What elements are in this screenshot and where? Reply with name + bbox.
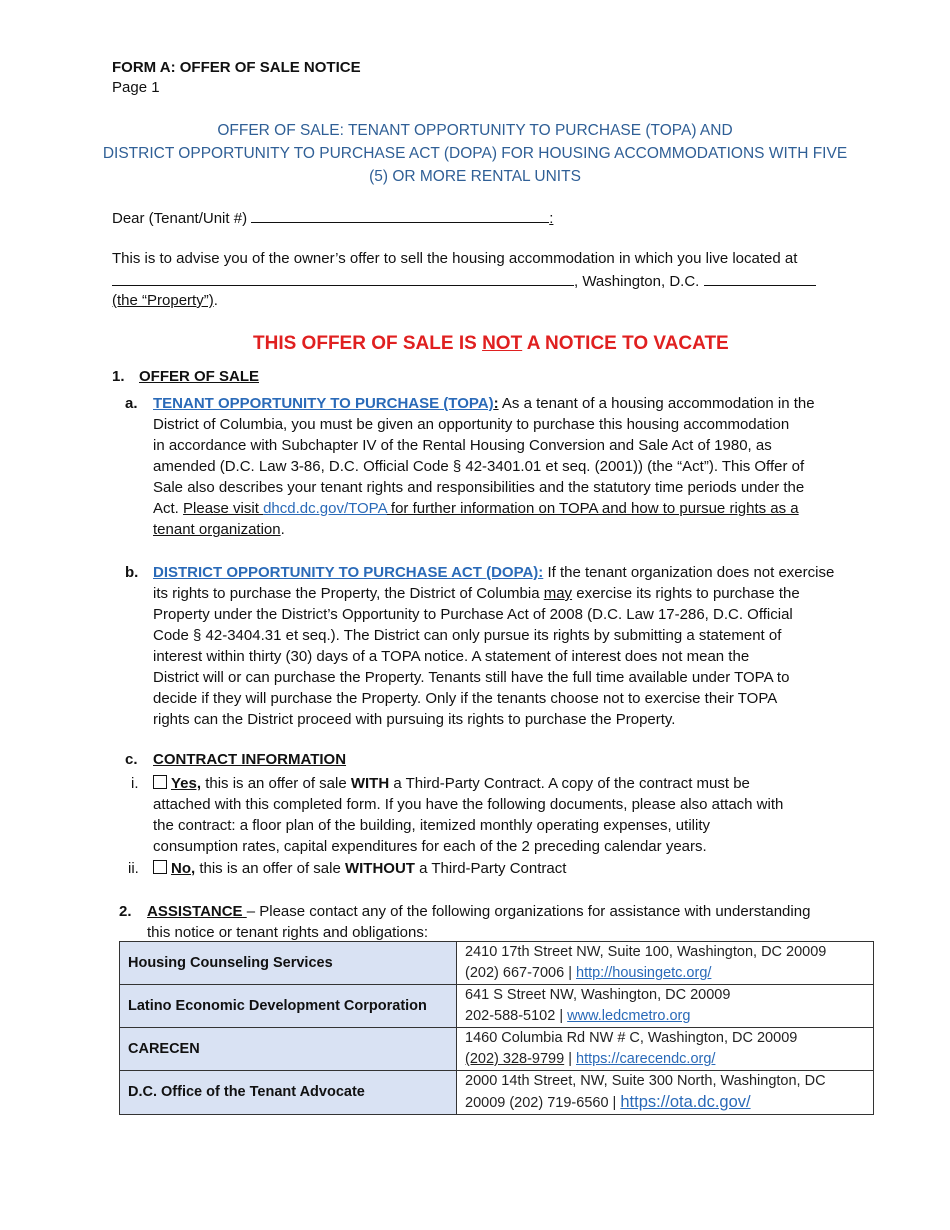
- topa-line-2: District of Columbia, you must be given an opportunity to purchase this housing accommodation: [153, 416, 790, 433]
- document-title: [40, 119, 910, 188]
- org-website-link[interactable]: https://carecendc.org/: [576, 1051, 716, 1067]
- dopa-line-2-post: exercise its rights to purchase the: [572, 585, 800, 602]
- advise-line-2: [112, 269, 816, 292]
- topa-line-4: amended (D.C. Law 3-86, D.C. Official Code § 42-3401.01 et seq. (2001)) (the “Act”). This Offer of: [153, 458, 805, 475]
- topa-line-3: in accordance with Subchapter IV of the Rental Housing Conversion and Sale Act of 1980, as: [153, 437, 772, 454]
- org-contact: [457, 942, 874, 985]
- assistance-intro: [147, 901, 847, 943]
- without-label: WITHOUT: [344, 860, 415, 877]
- topa-line-7-end: .: [280, 521, 285, 538]
- property-address-blank[interactable]: [112, 269, 574, 286]
- org-address: 641 S Street NW, Washington, DC 20009: [465, 987, 731, 1003]
- org-phone: (202) 667-7006: [465, 965, 565, 981]
- title-line-3: (5) OR MORE RENTAL UNITS: [369, 168, 581, 185]
- dopa-line-4: Code § 42-3404.31 et seq.). The District can only pursue its rights by submitting a statement of: [153, 627, 782, 644]
- advise-period: .: [213, 292, 218, 309]
- dopa-line-8: rights can the District proceed with pursuing its rights to purchase the Property.: [153, 711, 676, 728]
- dopa-line-6: District will or can purchase the Property. Tenants still have the full time available under TOPA to: [153, 669, 790, 686]
- contract-info-heading: CONTRACT INFORMATION: [153, 751, 347, 768]
- option-yes: [153, 773, 853, 857]
- yes-line-1b: a Third-Party Contract. A copy of the contract must be: [389, 775, 750, 792]
- section-2-number: 2.: [119, 903, 132, 920]
- no-label: No,: [171, 860, 196, 877]
- advise-line-1: This is to advise you of the owner’s offer to sell the housing accommodation in which you live located at: [112, 250, 798, 267]
- item-ii-marker: ii.: [128, 860, 139, 877]
- topa-colon: :: [493, 395, 499, 412]
- with-label: WITH: [350, 775, 390, 792]
- org-name: CARECEN: [120, 1028, 457, 1071]
- topa-line-7: tenant organization: [153, 521, 281, 538]
- dopa-line-3: Property under the District’s Opportunity to Purchase Act of 2008 (D.C. Law 17-286, D.C. Official: [153, 606, 793, 623]
- dopa-line-5: interest within thirty (30) days of a TOPA notice. A statement of interest does not mean the: [153, 648, 750, 665]
- topa-line-6-post: for further information on TOPA and how to pursue rights as a: [386, 500, 799, 517]
- dopa-may: may: [543, 585, 573, 602]
- dhcd-topa-link[interactable]: dhcd.dc.gov/TOPA: [263, 500, 387, 517]
- table-row: [120, 1028, 874, 1071]
- topa-visit: Please visit: [183, 500, 264, 517]
- yes-line-2: attached with this completed form. If you have the following documents, please also attach with: [153, 796, 784, 813]
- option-no: [153, 858, 566, 879]
- org-website-link[interactable]: www.ledcmetro.org: [567, 1008, 691, 1024]
- no-checkbox[interactable]: [153, 860, 167, 874]
- org-address: 2410 17th Street NW, Suite 100, Washington, DC 20009: [465, 944, 827, 960]
- assistance-table: [119, 941, 874, 1115]
- page-label: Page 1: [112, 79, 160, 96]
- table-row: [120, 942, 874, 985]
- notice-pre: THIS OFFER OF SALE IS: [253, 333, 483, 354]
- salutation-colon: :: [549, 210, 554, 227]
- assistance-title: ASSISTANCE: [147, 903, 247, 920]
- dopa-line-2-pre: its rights to purchase the Property, the District of Columbia: [153, 585, 544, 602]
- item-a-topa: [153, 393, 853, 540]
- org-phone: (202) 328-9799: [465, 1051, 565, 1067]
- org-separator: |: [555, 1008, 568, 1024]
- section-1-number: 1.: [112, 368, 125, 385]
- org-address: 2000 14th Street, NW, Suite 300 North, Washington, DC: [465, 1073, 826, 1089]
- item-b-dopa: [153, 562, 853, 730]
- yes-label: Yes,: [171, 775, 202, 792]
- topa-line-5: Sale also describes your tenant rights and responsibilities and the statutory time periods under the: [153, 479, 805, 496]
- section-1-title: OFFER OF SALE: [139, 368, 259, 385]
- title-line-2: DISTRICT OPPORTUNITY TO PURCHASE ACT (DOPA) FOR HOUSING ACCOMMODATIONS WITH FIVE: [102, 145, 848, 162]
- org-contact: [457, 985, 874, 1028]
- org-name: Latino Economic Development Corporation: [120, 985, 457, 1028]
- item-a-marker: a.: [125, 395, 138, 412]
- not-notice-to-vacate: [253, 333, 729, 355]
- item-i-marker: i.: [131, 775, 139, 792]
- table-row: [120, 985, 874, 1028]
- zip-code-blank[interactable]: [704, 269, 816, 286]
- dopa-line-1: If the tenant organization does not exercise: [543, 564, 835, 581]
- org-separator: |: [608, 1095, 621, 1111]
- yes-line-4: consumption rates, capital expenditures for each of the 2 preceding calendar years.: [153, 838, 707, 855]
- yes-line-1a: this is an offer of sale: [201, 775, 351, 792]
- advise-line-3: [112, 290, 218, 311]
- org-address: 1460 Columbia Rd NW # C, Washington, DC 20009: [465, 1030, 798, 1046]
- org-phone: 202-588-5102: [465, 1008, 556, 1024]
- org-contact: [457, 1028, 874, 1071]
- title-line-1: OFFER OF SALE: TENANT OPPORTUNITY TO PURCHASE (TOPA) AND: [217, 122, 733, 139]
- yes-line-3: the contract: a floor plan of the building, itemized monthly operating expenses, utility: [153, 817, 710, 834]
- tenant-unit-blank[interactable]: [251, 206, 549, 223]
- advise-city: , Washington, D.C.: [574, 273, 700, 290]
- item-c-marker: c.: [125, 751, 138, 768]
- org-separator: |: [564, 965, 576, 981]
- topa-heading-link[interactable]: TENANT OPPORTUNITY TO PURCHASE (TOPA): [153, 395, 494, 412]
- salutation-label: Dear (Tenant/Unit #): [112, 210, 248, 227]
- yes-checkbox[interactable]: [153, 775, 167, 789]
- notice-post: A NOTICE TO VACATE: [522, 333, 729, 354]
- org-website-link[interactable]: https://ota.dc.gov/: [620, 1093, 751, 1111]
- notice-not: NOT: [482, 333, 523, 354]
- assistance-line-1: – Please contact any of the following organizations for assistance with understanding: [246, 903, 811, 920]
- no-line-a: this is an offer of sale: [195, 860, 345, 877]
- salutation: [112, 206, 553, 229]
- org-phone: 20009 (202) 719-6560: [465, 1095, 609, 1111]
- org-separator: |: [564, 1051, 576, 1067]
- org-name: Housing Counseling Services: [120, 942, 457, 985]
- assistance-line-2: this notice or tenant rights and obligations:: [147, 924, 429, 941]
- org-contact: [457, 1071, 874, 1115]
- no-line-b: a Third-Party Contract: [414, 860, 567, 877]
- topa-line-6-pre: Act.: [153, 500, 184, 517]
- dopa-line-7: decide if they will purchase the Property. Only if the tenants choose not to exercise their TOPA: [153, 690, 778, 707]
- topa-line-1: As a tenant of a housing accommodation in the: [498, 395, 815, 412]
- item-b-marker: b.: [125, 564, 139, 581]
- org-name: D.C. Office of the Tenant Advocate: [120, 1071, 457, 1115]
- table-row: [120, 1071, 874, 1115]
- dopa-heading-link[interactable]: DISTRICT OPPORTUNITY TO PURCHASE ACT (DOPA):: [153, 564, 544, 581]
- org-website-link[interactable]: http://housingetc.org/: [576, 965, 712, 981]
- form-title: FORM A: OFFER OF SALE NOTICE: [112, 59, 361, 76]
- property-label: (the “Property”): [112, 292, 214, 309]
